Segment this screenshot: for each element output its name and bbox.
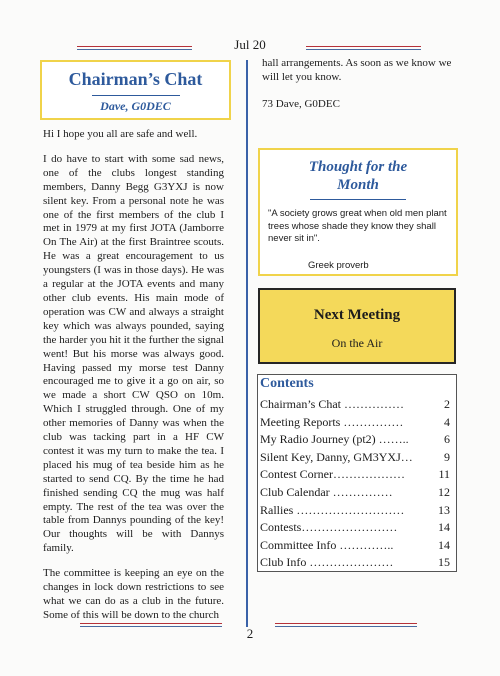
contents-item-label: Silent Key, Danny, GM3YXJ… xyxy=(260,449,413,464)
contents-item-label: Rallies ……………………… xyxy=(260,502,405,517)
contents-box xyxy=(257,374,457,572)
contents-item xyxy=(260,448,450,466)
contents-item-page: 12 xyxy=(438,485,450,499)
contents-item-label: Club Calendar …………… xyxy=(260,485,393,499)
contents-item xyxy=(260,501,450,519)
thought-attribution: Greek proverb xyxy=(308,260,369,271)
chairmans-chat-box xyxy=(40,60,231,120)
header-rule-right xyxy=(306,46,421,50)
thought-title-line1: Thought for the xyxy=(308,159,408,175)
thought-title-line2: Month xyxy=(337,177,379,193)
contents-item-page: 9 xyxy=(444,449,450,464)
article-paragraph: I do have to start with some sad news, one of the clubs longest standing members, Danny Begg G3YXJ is now silent key. From a personal note he was one of the first members of the club I met in 1979 at my first JOTA (Jamborre On The Air) at the first Braintree scouts. He was a great encouragement to us youngsters (I was in those days). He was a regular at the JOTA events and many other club events. His main mode of operation was CW and always a straight key which was always pounded, saying the harder you hit it the further the signal went! But his morse was always good. Having passed my morse test Danny encouraged me to give it a go on air, so we made a short CW QSO on 10m. Which I struggled through. One of my other memories of Danny was when the club was tacking part in a HF CW contest it was my turn to make the tea. I placed his mug of tea beside him as he started to send CQ. By the time he had finished sending CQ the mug was half empty. The rest of the tea was over the table from Dannys pounding of the key! Our thoughts will be with Dannys family. xyxy=(43,152,224,555)
contents-item-label: My Radio Journey (pt2) …….. xyxy=(260,432,409,447)
contents-item-label: Meeting Reports …………… xyxy=(260,414,404,429)
column-divider xyxy=(246,60,248,627)
contents-item-page: 15 xyxy=(438,555,450,570)
article-paragraph: Hi I hope you all are safe and well. xyxy=(43,128,198,140)
contents-item-page: 6 xyxy=(444,432,450,447)
contents-item-page: 4 xyxy=(444,414,450,429)
contents-item-label: Committee Info ………….. xyxy=(260,537,394,552)
contents-item xyxy=(260,413,450,431)
contents-item-label: Contest Corner……………… xyxy=(260,467,405,482)
contents-title: Contents xyxy=(260,376,314,391)
contents-item-page: 14 xyxy=(438,520,450,535)
article-continued: hall arrangements. As soon as we know we will let you know. xyxy=(262,57,452,83)
contents-item-page: 2 xyxy=(444,397,450,411)
page-number: 2 xyxy=(246,626,254,641)
header-rule-left xyxy=(77,46,192,50)
next-meeting-box xyxy=(258,288,456,364)
thought-quote: "A society grows great when old men plant trees whose shade they know they shall never sit in". xyxy=(268,208,447,244)
contents-item-page: 11 xyxy=(438,467,450,482)
contents-item-page: 14 xyxy=(438,537,450,552)
article-signoff: 73 Dave, G0DEC xyxy=(262,98,340,110)
contents-item xyxy=(260,465,450,483)
issue-date: Jul 20 xyxy=(234,37,266,52)
contents-item-label: Club Info ………………… xyxy=(260,555,394,570)
title-underline xyxy=(92,95,180,96)
thought-box xyxy=(258,148,458,276)
contents-item xyxy=(260,483,450,501)
chairmans-chat-title: Chairman’s Chat xyxy=(68,69,203,89)
next-meeting-detail: On the Air xyxy=(331,336,383,350)
thought-underline xyxy=(310,199,406,200)
contents-item xyxy=(260,553,450,571)
article-paragraph: The committee is keeping an eye on the changes in lock down restrictions to see what we can do as a club in the future. Some of this will be down to the church xyxy=(43,567,224,621)
contents-item-page: 13 xyxy=(438,502,450,517)
contents-item xyxy=(260,395,450,413)
next-meeting-title: Next Meeting xyxy=(313,307,401,323)
chairmans-chat-byline: Dave, G0DEC xyxy=(100,99,171,113)
contents-item xyxy=(260,430,450,448)
contents-item-label: Contests…………………… xyxy=(260,520,398,535)
contents-item xyxy=(260,518,450,536)
contents-list xyxy=(260,395,450,571)
contents-item-label: Chairman’s Chat …………… xyxy=(260,397,404,411)
article-body xyxy=(43,128,224,634)
contents-item xyxy=(260,536,450,554)
